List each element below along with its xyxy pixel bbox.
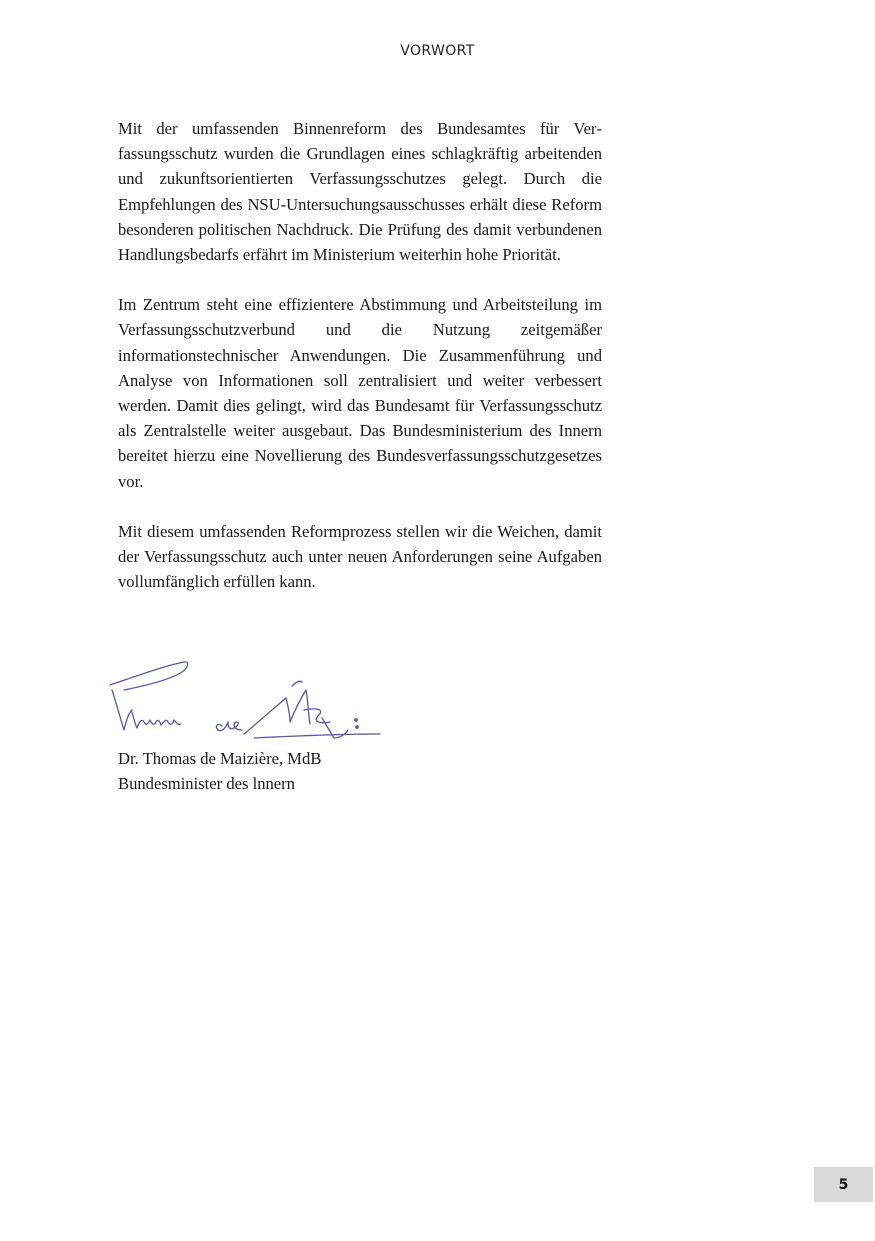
page-number: 5 [814, 1167, 873, 1202]
paragraph-3: Mit diesem umfassenden Reformprozess stellen wir die Weichen, damit der Verfassungsschutz auch unter neuen Anforderungen seine Aufgaben vollumfänglich erfüllen kann. [118, 521, 602, 592]
body-text [118, 116, 602, 619]
paragraph-2: Im Zentrum steht eine effizientere Abstimmung und Arbeitsteilung im Verfassungsschutzverbund und die Nutzung zeitgemäßer informationstechnischer Anwendungen. Die Zusammenführung und Analyse von Informationen soll zentralisiert und weiter verbessert werden. Damit dies gelingt, wird das Bundesamt für Verfassungsschutz als Zentralstelle weiter ausgebaut. Das Bundesministerium des Innern bereitet hierzu eine Novellierung des Bundesverfassungsschutzgesetzes vor. [118, 295, 602, 491]
signer-block [118, 746, 321, 796]
handwritten-signature [104, 652, 389, 752]
page-header-title: VORWORT [400, 43, 475, 59]
signer-name: Dr. Thomas de Maizière, MdB [118, 749, 322, 768]
signer-role: Bundesminister des lnnern [118, 774, 295, 794]
paragraph-1: Mit der umfassenden Binnenreform des Bundesamtes für Verfassungsschutz wurden die Grundlagen eines schlagkräftig arbeitenden und zukunftsorientierten Verfassungsschutzes gelegt. Durch die Empfehlungen des NSU-Untersuchungsausschusses erhält diese Reform besonderen politischen Nachdruck. Die Prüfung des damit verbundenen Handlungsbedarfs erfährt im Ministerium weiterhin hohe Priorität. [118, 119, 602, 265]
